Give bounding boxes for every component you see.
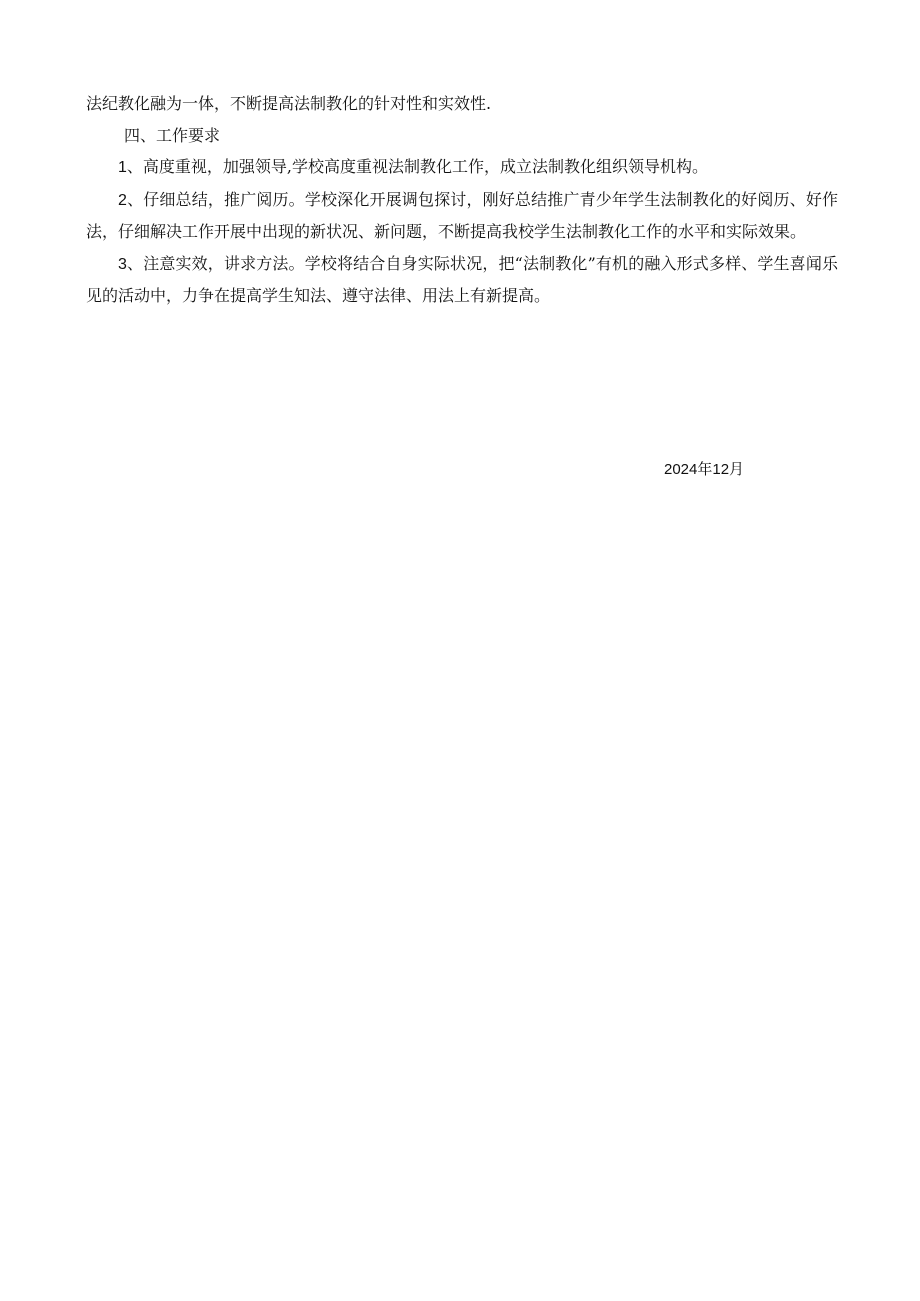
item-number: 1	[118, 159, 127, 176]
section-heading	[86, 120, 838, 152]
paragraph-text: 法纪教化融为一体，不断提高法制教化的针对性和实效性.	[86, 94, 492, 113]
document-date: 2024年12月	[664, 461, 745, 478]
requirement-item-1	[86, 151, 838, 184]
item-number: 2	[118, 191, 127, 209]
section-heading-text: 四、工作要求	[124, 125, 221, 145]
document-body	[86, 88, 838, 312]
paragraph-continuation	[86, 88, 838, 120]
item-text: 、仔细总结，推广阅历。学校深化开展调包探讨，刚好总结推广青少年学生法制教化的好阅历、好作法，仔细解决工作开展中出现的新状况、新问题，不断提高我校学生法制教化工作的水平和实际效果。	[86, 189, 838, 241]
item-text: 、高度重视，加强领导,学校高度重视法制教化工作，成立法制教化组织领导机构。	[126, 157, 708, 176]
requirement-item-2	[86, 184, 838, 248]
requirement-item-3	[86, 248, 838, 312]
item-text: 、注意实效，讲求方法。学校将结合自身实际状况，把“法制教化”有机的融入形式多样、学生喜闻乐见的活动中，力争在提高学生知法、遵守法律、用法上有新提高。	[86, 253, 838, 305]
item-number: 3	[118, 255, 127, 273]
